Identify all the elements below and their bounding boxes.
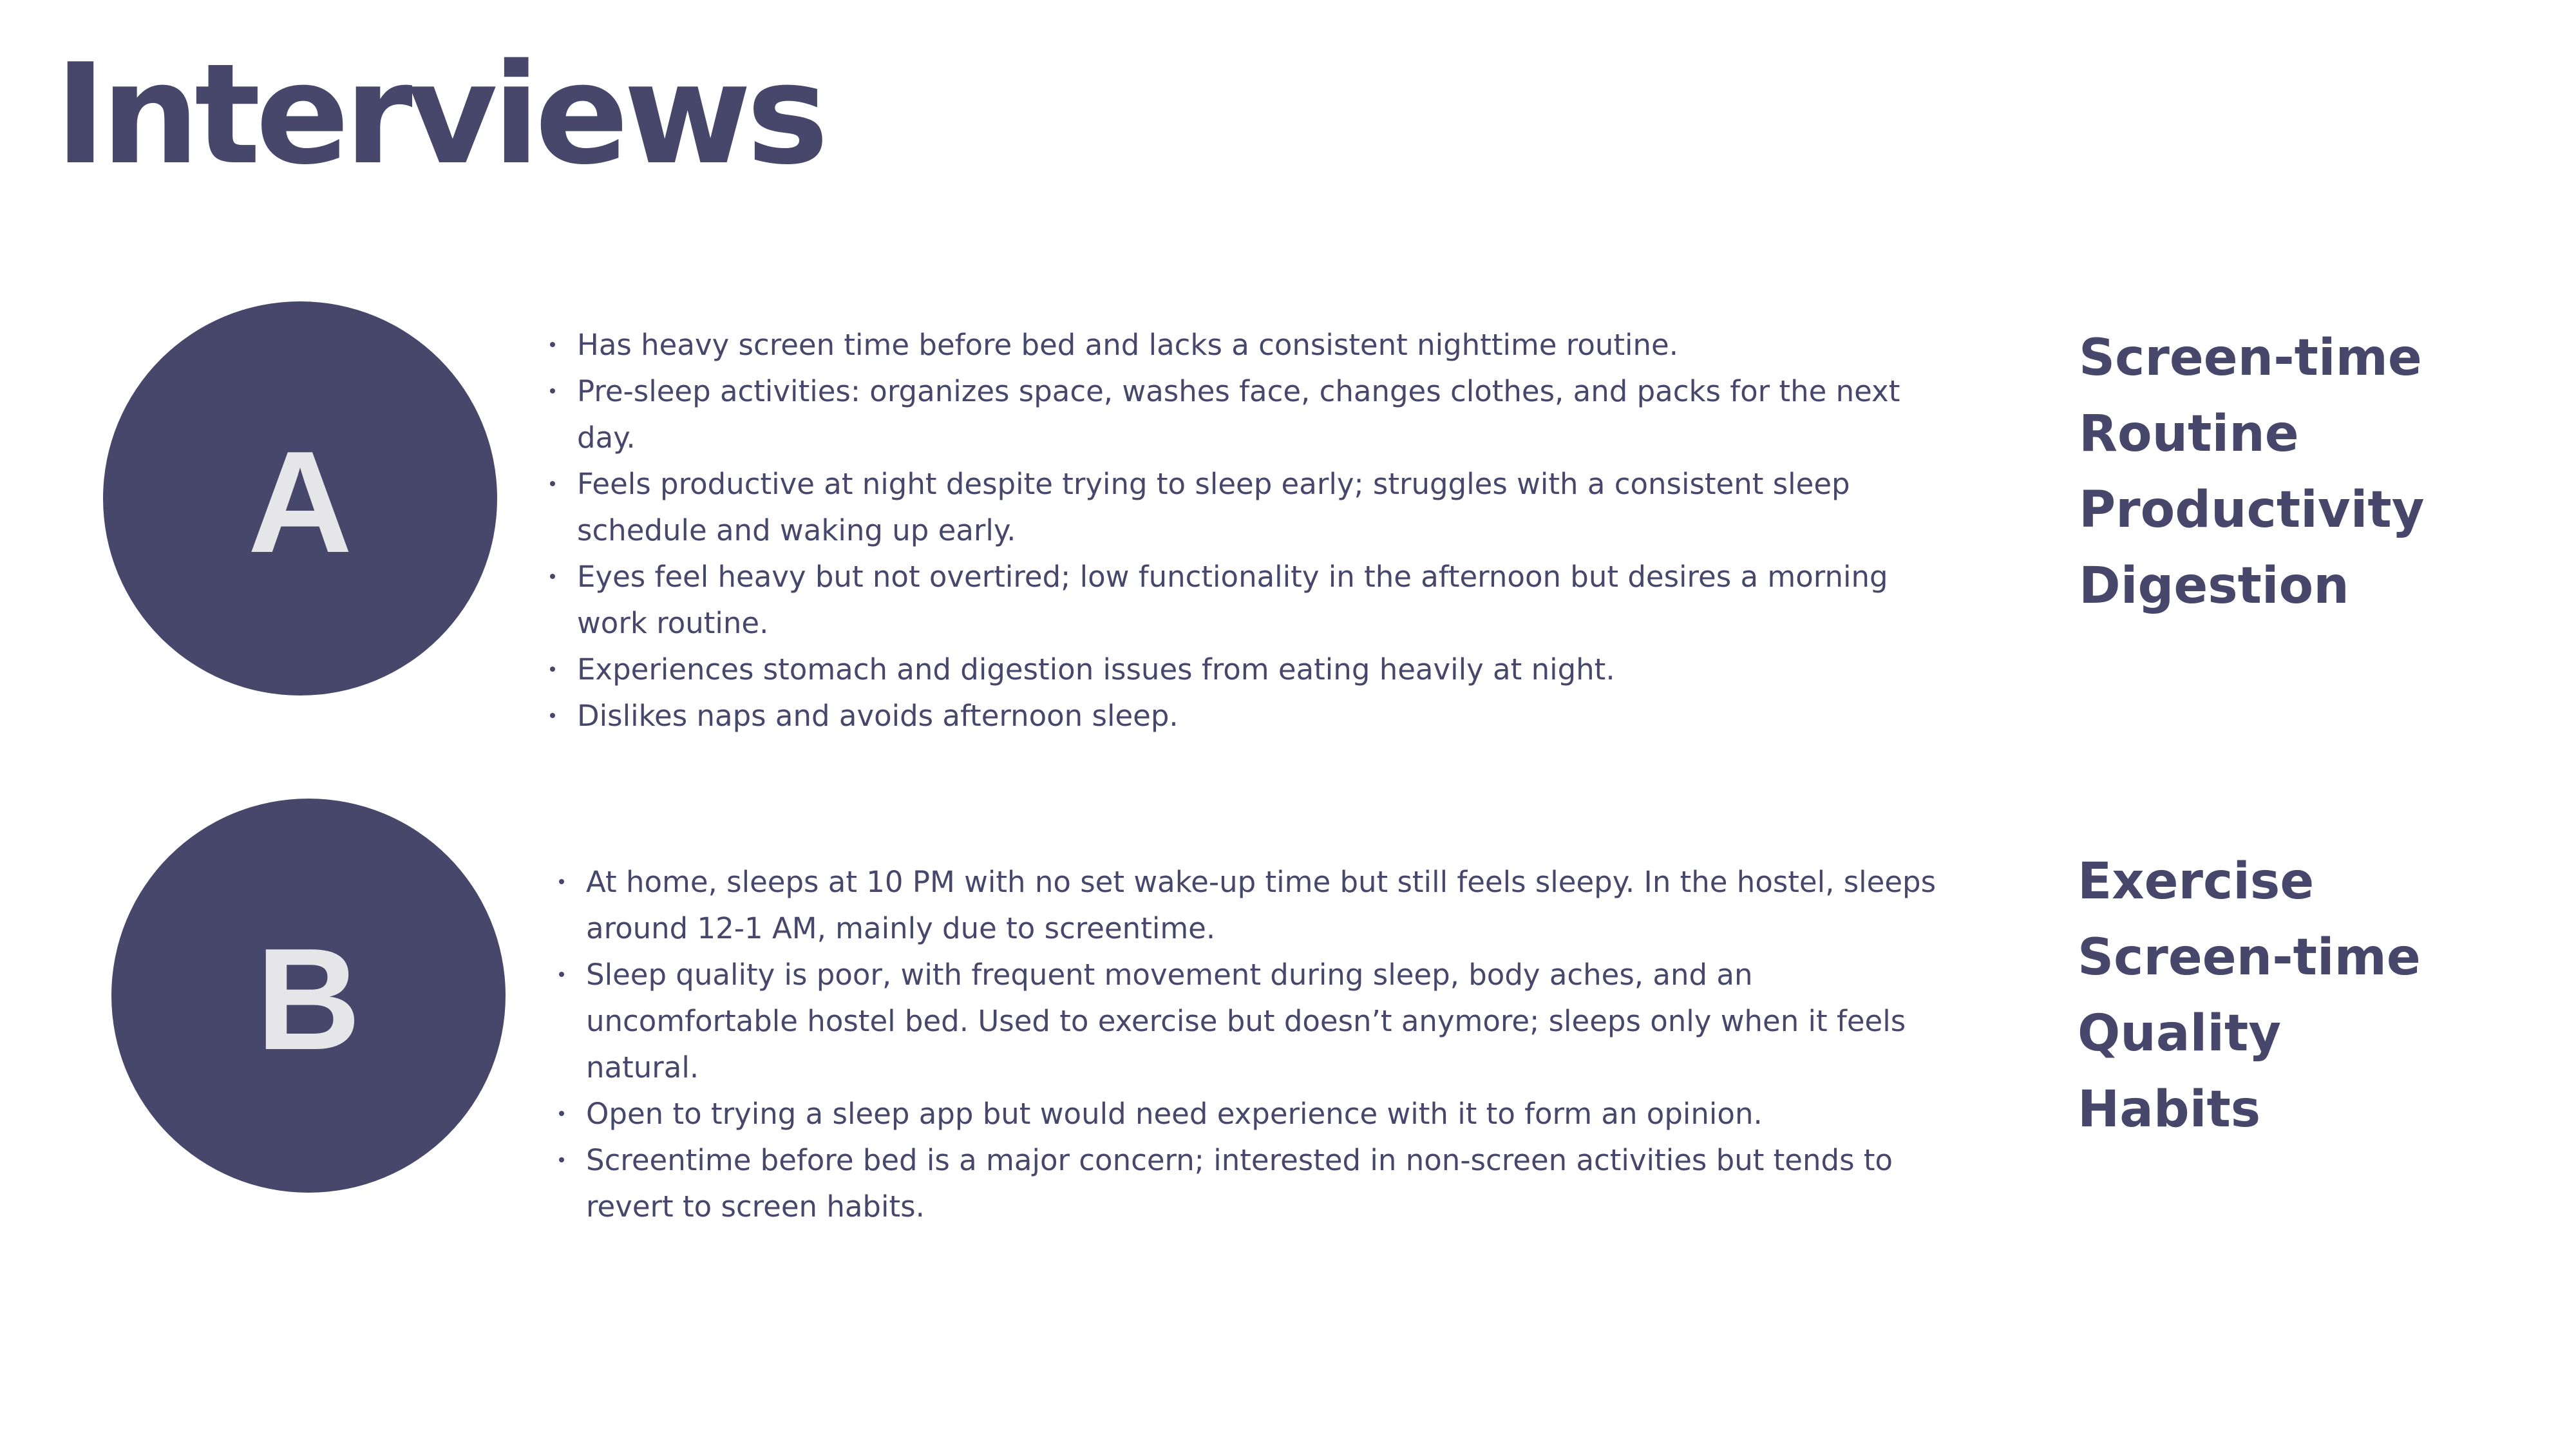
list-item: At home, sleeps at 10 PM with no set wake-up time but still feels sleepy. In the hostel, sleeps around 12-1 AM, mainly due to screentime. [555,859,1946,952]
list-item: Dislikes naps and avoids afternoon sleep. [546,693,1937,739]
interview-b-notes [555,859,1946,1230]
interview-b-letter: B [256,917,361,1080]
tag: Screen-time [2078,929,2421,987]
tag: Habits [2078,1081,2261,1139]
list-item: Has heavy screen time before bed and lacks a consistent nighttime routine. [546,322,1937,368]
interview-a-letter: A [247,420,353,583]
tag: Exercise [2078,853,2315,911]
tag: Productivity [2079,481,2425,539]
tag: Routine [2079,405,2299,463]
list-item: Screentime before bed is a major concern; interested in non-screen activities but tends to revert to screen habits. [555,1137,1946,1230]
interview-a-tags [2079,320,2425,624]
interview-a-avatar [103,301,497,696]
slide-title: Interviews [55,33,824,195]
list-item: Experiences stomach and digestion issues from eating heavily at night. [546,647,1937,693]
list-item: Pre-sleep activities: organizes space, washes face, changes clothes, and packs for the next day. [546,368,1937,461]
list-item: Feels productive at night despite trying to sleep early; struggles with a consistent sleep schedule and waking up early. [546,461,1937,554]
tag: Quality [2078,1005,2282,1063]
tag: Digestion [2079,557,2349,615]
tag: Screen-time [2079,329,2422,387]
list-item: Open to trying a sleep app but would need experience with it to form an opinion. [555,1091,1946,1137]
list-item: Sleep quality is poor, with frequent movement during sleep, body aches, and an uncomfortable hostel bed. Used to exercise but doesn’t anymore; sleeps only when it feels natural. [555,952,1946,1091]
interview-a-notes [546,322,1937,739]
list-item: Eyes feel heavy but not overtired; low functionality in the afternoon but desires a morning work routine. [546,554,1937,647]
interview-b-tags [2078,844,2421,1148]
interview-b-avatar [111,799,506,1193]
